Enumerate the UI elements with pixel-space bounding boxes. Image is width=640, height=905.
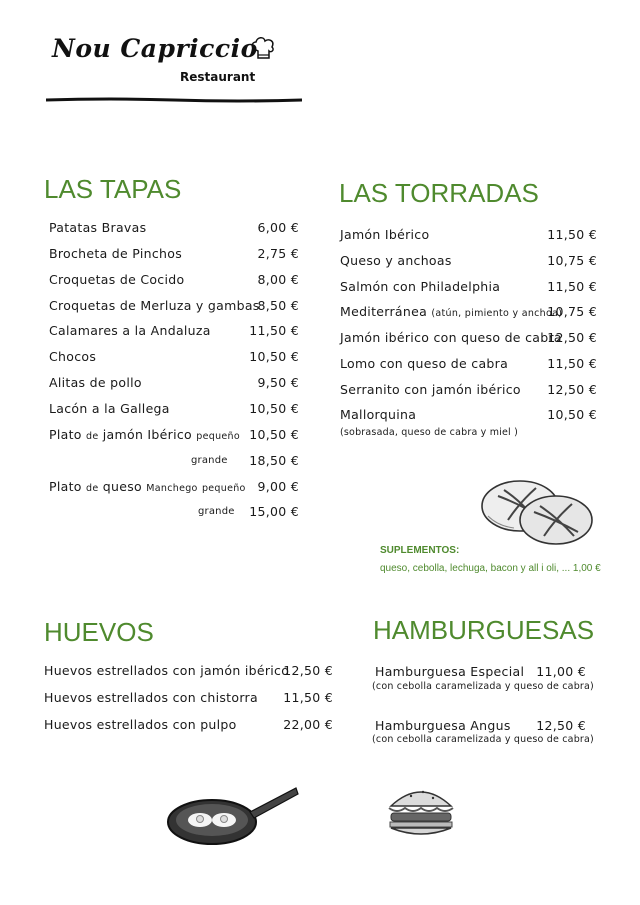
menu-item-price: 9,00 € xyxy=(257,479,299,494)
menu-item-price: 11,50 € xyxy=(547,227,597,242)
menu-item-name: Huevos estrellados con jamón ibérico xyxy=(44,663,290,678)
frying-pan-eggs-icon xyxy=(162,780,302,848)
menu-item-price: 10,75 € xyxy=(547,253,597,268)
menu-item-name xyxy=(49,427,240,442)
torrada-detail: (atún, pimiento y anchoa) xyxy=(431,308,563,319)
menu-item-name: Queso y anchoas xyxy=(340,253,452,268)
menu-item-name xyxy=(340,304,562,319)
menu-item-name: Salmón con Philadelphia xyxy=(340,279,501,294)
cheese-type: Manchego xyxy=(146,483,198,494)
suplementos-text: queso, cebolla, lechuga, bacon y all i oli, ... 1,00 € xyxy=(380,563,601,574)
menu-item-price: 12,50 € xyxy=(283,663,333,678)
menu-item-name: Croquetas de Merluza y gambas xyxy=(49,298,260,313)
menu-item-price: 6,00 € xyxy=(257,220,299,235)
restaurant-logo xyxy=(52,34,302,104)
menu-item-price: 8,00 € xyxy=(257,272,299,287)
menu-item-price: 10,50 € xyxy=(249,349,299,364)
de-word: de xyxy=(86,431,99,442)
plato-main: queso xyxy=(102,479,142,494)
menu-item-price: 12,50 € xyxy=(547,382,597,397)
menu-item-name: Lomo con queso de cabra xyxy=(340,356,509,371)
restaurant-subtitle: Restaurant xyxy=(180,70,256,84)
menu-item-detail: (con cebolla caramelizada y queso de cabra) xyxy=(372,734,594,745)
hamburguesas-title: HAMBURGUESAS xyxy=(373,615,595,645)
menu-item-name xyxy=(49,479,246,494)
suplementos-title: SUPLEMENTOS: xyxy=(380,545,460,556)
menu-item-price: 9,50 € xyxy=(257,375,299,390)
menu-item-name: Hamburguesa Especial xyxy=(375,664,525,679)
menu-item-price: 12,50 € xyxy=(547,330,597,345)
size-label: pequeño xyxy=(196,431,240,442)
size-label: grande xyxy=(198,506,235,517)
plato-word: Plato xyxy=(49,479,82,494)
tapas-title: LAS TAPAS xyxy=(44,174,182,204)
menu-item-name: Jamón ibérico con queso de cabra xyxy=(340,330,562,345)
menu-item-price: 10,50 € xyxy=(249,401,299,416)
menu-item-detail: (sobrasada, queso de cabra y miel ) xyxy=(340,427,519,438)
menu-item-name: Chocos xyxy=(49,349,97,364)
menu-item-price: 12,50 € xyxy=(536,718,586,733)
menu-item-price: 8,50 € xyxy=(257,298,299,313)
burger-icon xyxy=(385,782,457,840)
menu-item-name: Brocheta de Pinchos xyxy=(49,246,183,261)
restaurant-name: Nou Capriccio xyxy=(52,34,258,63)
chef-hat-icon xyxy=(250,36,276,64)
menu-item-name: Croquetas de Cocido xyxy=(49,272,185,287)
menu-item-name: Lacón a la Gallega xyxy=(49,401,170,416)
menu-item-name: Huevos estrellados con chistorra xyxy=(44,690,258,705)
menu-item-price: 10,50 € xyxy=(249,427,299,442)
menu-item-price: 11,50 € xyxy=(547,356,597,371)
menu-item-price: 22,00 € xyxy=(283,717,333,732)
size-label: grande xyxy=(191,455,228,466)
menu-item-price: 11,50 € xyxy=(249,323,299,338)
menu-item-name: Huevos estrellados con pulpo xyxy=(44,717,237,732)
menu-item-price: 11,50 € xyxy=(283,690,333,705)
size-label: pequeño xyxy=(201,483,246,494)
menu-item-price: 10,50 € xyxy=(547,407,597,422)
huevos-title: HUEVOS xyxy=(44,617,154,647)
menu-item-name: Jamón Ibérico xyxy=(340,227,430,242)
menu-item-name: Patatas Bravas xyxy=(49,220,147,235)
menu-item-price: 11,50 € xyxy=(547,279,597,294)
menu-item-name: Mallorquina xyxy=(340,407,417,422)
bread-loaves-icon xyxy=(478,476,596,548)
plato-word: Plato xyxy=(49,427,82,442)
plato-main: jamón Ibérico xyxy=(102,427,192,442)
menu-item-name: Alitas de pollo xyxy=(49,375,142,390)
menu-item-price: 11,00 € xyxy=(536,664,586,679)
menu-item-price: 15,00 € xyxy=(249,504,299,519)
de-word: de xyxy=(86,483,99,494)
menu-item-price: 2,75 € xyxy=(257,246,299,261)
torradas-title: LAS TORRADAS xyxy=(339,178,539,208)
header-divider xyxy=(46,97,302,103)
menu-item-name: Hamburguesa Angus xyxy=(375,718,511,733)
menu-item-price: 10,75 € xyxy=(547,304,597,319)
torrada-name: Mediterránea xyxy=(340,304,428,319)
menu-item-name: Calamares a la Andaluza xyxy=(49,323,211,338)
menu-item-name: Serranito con jamón ibérico xyxy=(340,382,521,397)
menu-item-price: 18,50 € xyxy=(249,453,299,468)
menu-item-detail: (con cebolla caramelizada y queso de cabra) xyxy=(372,681,594,692)
